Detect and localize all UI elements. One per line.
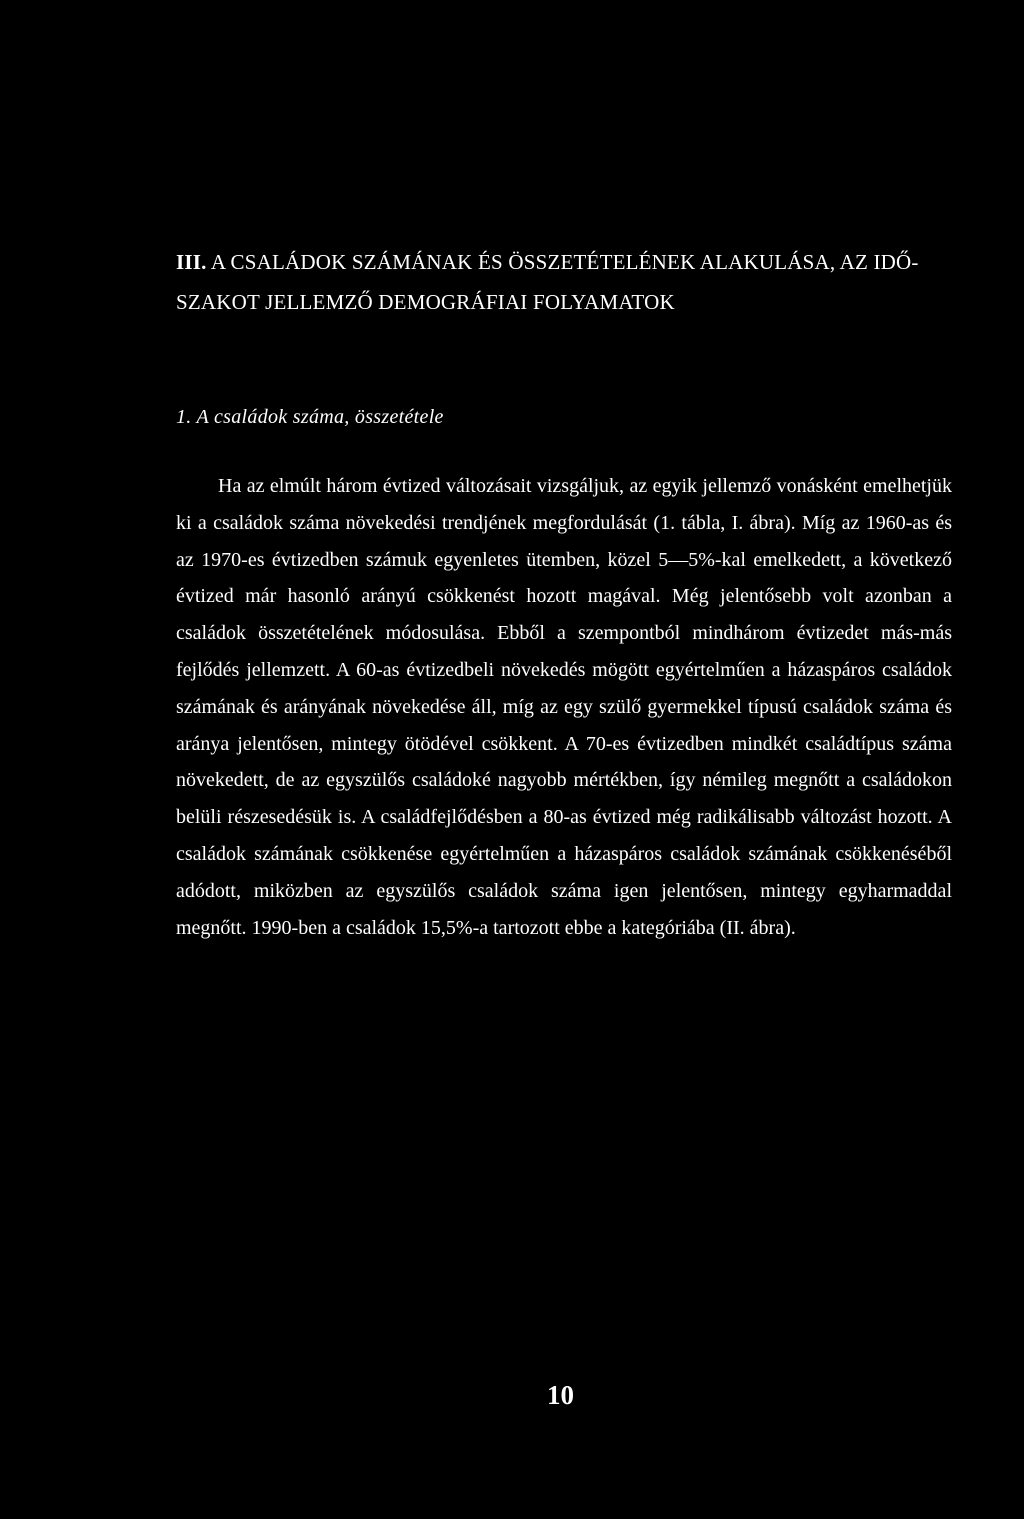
chapter-title-text: A CSALÁDOK SZÁMÁNAK ÉS ÖSSZETÉTELÉNEK ALAKULÁSA, AZ IDŐ-SZAKOT JELLEMZŐ DEMOGRÁFIAI FOLYAMATOK — [176, 250, 919, 314]
body-paragraph: Ha az elmúlt három évtized változásait vizsgáljuk, az egyik jellemző vonásként emelhetjük ki a családok száma növekedési trendjének megfordulását (1. tábla, I. ábra). Míg az 1960-as és az 1970-es évtizedben számuk egyenletes ütemben, közel 5—5%-kal emelkedett, a következő évtized már hasonló arányú csökkenést hozott magával. Még jelentősebb volt azonban a családok összetételének módosulása. Ebből a szempontból mindhárom évtizedet más-más fejlődés jellemzett. A 60-as évtizedbeli növekedés mögött egyértelműen a házaspáros családok számának és arányának növekedése áll, míg az egy szülő gyermekkel típusú családok száma és aránya jelentősen, mintegy ötödével csökkent. A 70-es évtizedben mindkét családtípus száma növekedett, de az egyszülős családoké nagyobb mértékben, így némileg megnőtt a családokon belüli részesedésük is. A családfejlődésben a 80-as évtized még radikálisabb változást hozott. A családok számának csökkenése egyértelműen a házaspáros családok számának csökkenéséből adódott, miközben az egyszülős családok száma igen jelentősen, mintegy egyharmaddal megnőtt. 1990-ben a családok 15,5%-a tartozott ebbe a kategóriába (II. ábra). — [176, 475, 952, 939]
chapter-number: III. — [176, 250, 207, 274]
page-number: 10 — [547, 1380, 574, 1410]
chapter-title — [176, 242, 976, 322]
section-title: 1. A családok száma, összetétele — [176, 406, 444, 428]
